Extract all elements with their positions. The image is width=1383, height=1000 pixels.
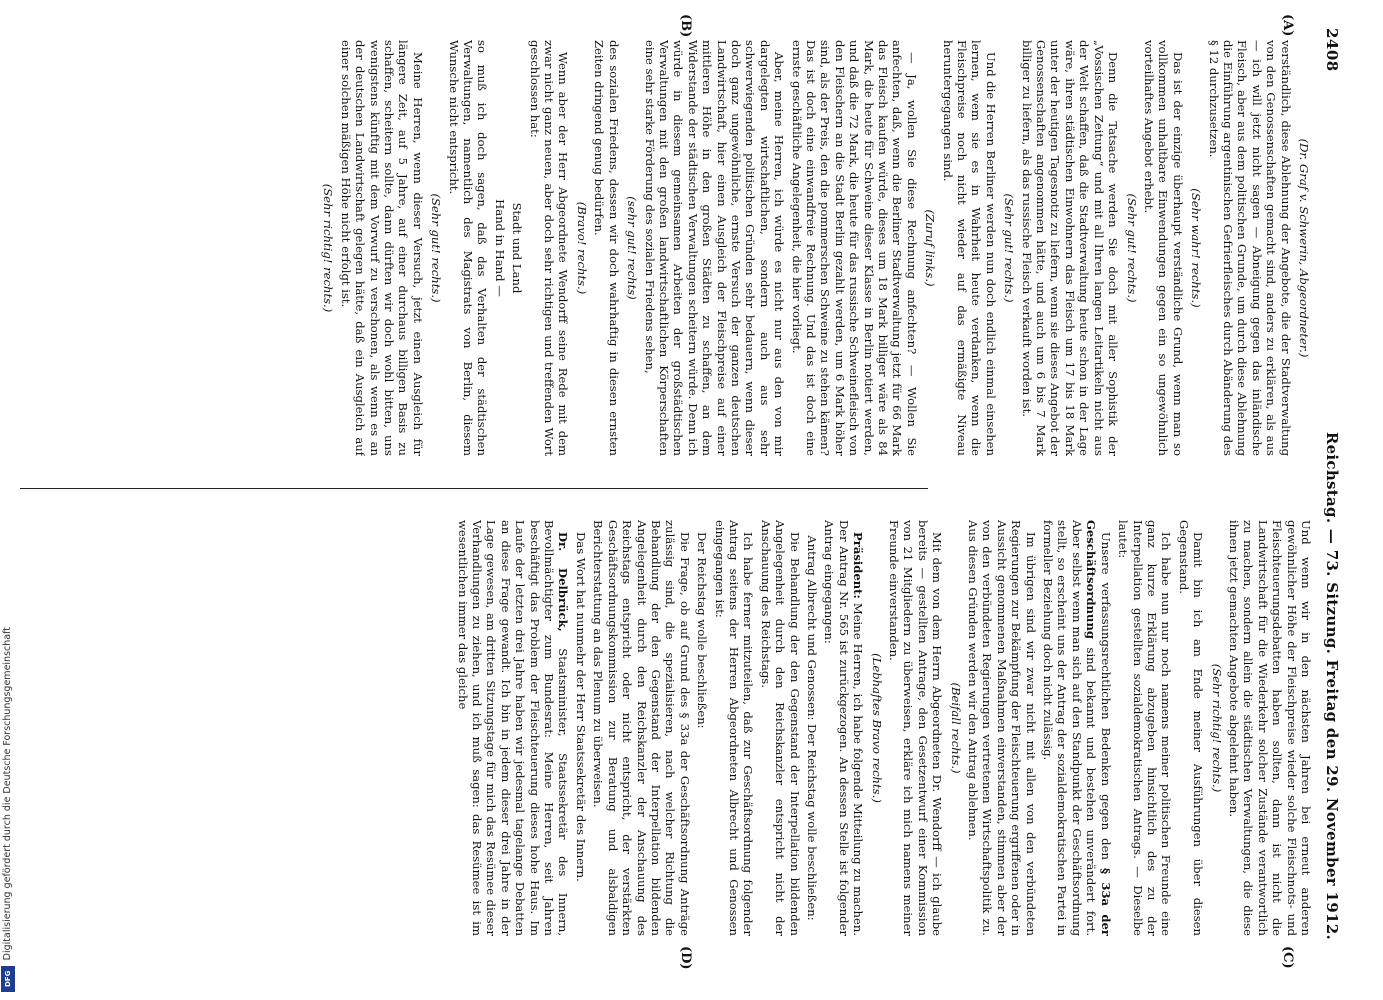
interjection: (Sehr gut! rechts.) [1002, 193, 1017, 303]
bold-lead: Präsident: [851, 532, 866, 599]
interjection: (Zuruf links.) [923, 209, 938, 287]
paragraph: Meine Herren, wenn dieser Versuch, jetzt einen Ausgleich für längere Zeit, auf 5 Jahre, auf einer durchaus billigen Basis zu schaffen, scheitern sollte, dann dürften wir doch wohl bitten, uns wenigstens künftig mit dem Vorwurf zu verschonen, als wenn es an der deutschen Landwirtschaft gelegen hätte, daß ein Ausgleich auf einer solchen mäßigen Höhe nicht erfolgt ist. [338, 40, 425, 456]
margin-mark-b: (B) [678, 14, 693, 38]
sidebar [0, 0, 16, 1000]
paragraph: Aber, meine Herren, ich würde es nicht nur aus den von mir dargelegten wirtschaftlichen, sondern auch aus sehr schwerwiegenden politischen Gründen sehr bedauern, wenn dieser doch ganz ungewöhnliche, ernste Versuch der ganzen deutschen Landwirtschaft, hier einen Ausgleich der Fleischpreise auf einer mittleren Höhe in den großen Städten zu schaffen, an dem Widerstande der städtischen Verwaltungen scheitern würde. Denn ich würde in diesem gemeinsamen Arbeiten der großstädtischen Verwaltungen mit den großen landwirtschaftlichen Körperschaften eine sehr starke Förderung des sozialen Friedens sehen, [642, 40, 787, 456]
interjection: (Sehr wahr! rechts.) [1189, 188, 1204, 308]
paragraph: Damit bin ich am Ende meiner Ausführungen über diesen Gegenstand. [1176, 520, 1206, 936]
interjection: (Sehr gut! rechts.) [429, 193, 444, 303]
paragraph [455, 520, 570, 936]
paragraph-text: Meine Herren, ich habe folgende Mitteilung zu machen. Der Antrag Nr. 565 ist zurückgezogen. An dessen Stelle ist folgender Antrag eingegangen: [822, 520, 866, 936]
page-number: 2408 [1323, 28, 1341, 72]
interjection: (Sehr richtig! rechts.) [1209, 663, 1224, 793]
bold-lead: § 33a der Geschäftsordnung [1084, 520, 1113, 936]
paragraph: Das Wort hat nunmehr der Herr Staatssekretär des Innern. [573, 532, 588, 882]
paragraph-text: Staatsminister, Staatssekretär des Innern, Bevollmächtigter zum Bundesrat: Meine Herren, seit Jahren beschäftigt das Problem der Fleischteuerung dieses hohe Haus. Im Laufe der letzten drei Jahre haben wir jedesmal tagelange Debatten an diese Frage gewandt. Ich bin in jedem dieser drei Jahre in der Lage gewesen, am dritten Sitzungstage für mich das Resümee dieser Verhandlungen zu ziehen, und ich muß sagen: das Resümee ist im wesentlichen immer das gleiche [455, 520, 571, 936]
paragraph: Ich habe nun nur noch namens meiner politischen Freunde eine ganz kurze Erklärung abzugeben hinsichtlich des zu der Interpellation gestellten sozialdemokratischen Antrags. — Dieselbe lautet: [1116, 520, 1174, 936]
margin-mark-d: (D) [678, 946, 693, 970]
paragraph: Denn die Tatsache werden Sie doch mit aller Sophistik der „Vossischen Zeitung“ und mit all Ihren langen Leitartikeln nicht aus der Welt schaffen, daß die Stadtverwaltung heute schon in der Lage wäre, ihren städtischen Einwohnern das Fleisch um 17 bis 18 Mark unter der heutigen Tagesnotiz zu liefern, wenn sie dieses Angebot der Genossenschaften angenommen hätte, und auch um 6 bis 7 Mark billiger zu liefern, als das russische Fleisch verkauft worden ist. [1019, 40, 1121, 456]
paragraph: Mit dem von dem Herrn Abgeordneten Dr. Wendorff — ich glaube bereits — gestellten Antrage, den Gesetzentwurf einer Kommission von 21 Mitgliedern zu überweisen, erkläre ich mich namens meiner Freunde einverstanden. [887, 520, 945, 936]
left-column [20, 40, 1313, 456]
paragraph: Hand in Hand — [492, 199, 507, 297]
paragraph: Das ist der einzige überhaupt verständliche Grund, wenn man so vollkommen unhaltbare Einwendungen gegen ein so ungewöhnlich vorteilhaftes Angebot erhebt. [1141, 40, 1185, 456]
session-title: Reichstag. — 73. Sitzung. Freitag den 29. November 1912. [1323, 431, 1341, 940]
paragraph: Und wenn wir in den nächsten Jahren bei erneut anderen gewöhnlicher Höhe der Fleischpreise wieder solche Fleischnots- und Fleischteuerungsdebatten haben sollten, dann ist nicht die Landwirtschaft für die Wiederkehr solcher Zustände verantwortlich zu machen, sondern allein die städtischen Verwaltungen, die diese ihnen jetzt gemachten Angebote abgelehnt haben. [1226, 520, 1313, 936]
paragraph: Antrag Albrecht und Genossen: Der Reichstag wolle beschließen: [805, 535, 819, 921]
interjection: (Sehr gut! rechts.) [1124, 193, 1139, 303]
digitization-credit: Digitalisierung gefördert durch die Deutsche Forschungsgemeinschaft [2, 626, 13, 960]
paragraph [1041, 520, 1113, 936]
margin-mark-a: (A) [1280, 14, 1295, 37]
paragraph: Ich habe ferner mitzuteilen, daß zur Geschäftsordnung folgender Antrag seitens der Herren Abgeordneten Albrecht und Genossen eingegangen ist: [712, 520, 756, 936]
paragraph: Stadt und Land [510, 202, 525, 294]
paragraph: Wenn aber der Herr Abgeordnete Wendorff seine Rede mit dem zwar nicht ganz neuen, aber doch sehr richtigen und treffenden Wort geschlossen hat: [527, 40, 571, 456]
paragraph: Und die Herren Berliner werden nun doch endlich einmal einsehen lernen, wem sie es in Wahrheit heute verdanken, wenn die Fleischpreise noch nicht wieder auf das ermäßigte Niveau heruntergegangen sind. [940, 40, 998, 456]
paragraph: Die Behandlung der den Gegenstand der Interpellation bildenden Angelegenheit durch den Reichskanzler entspricht nicht der Anschauung des Reichstags. [758, 520, 802, 936]
bold-lead: Dr. Delbrück, [556, 532, 571, 632]
page-header [1323, 28, 1353, 940]
margin-mark-c: (C) [1280, 946, 1295, 969]
paragraph-text: Unsere verfassungsrechtlichen Bedenken gegen den [1098, 532, 1113, 868]
column-divider [20, 488, 928, 489]
paragraph-text: sind bekannt und bestehen unverändert fort. Aber selbst wenn man sich auf den Standpunkt der Geschäftsordnung stellt, so erscheint uns der Antrag der sozialdemokratischen Partei in formeller Beziehung doch nicht zulässig. [1041, 520, 1099, 936]
interjection: (Lebhaftes Bravo rechts.) [869, 653, 884, 803]
interjection: (Sehr richtig! rechts.) [321, 183, 336, 313]
paragraph [822, 520, 865, 936]
interjection: (Beifall rechts.) [948, 682, 963, 774]
interjection: (Bravo! rechts.) [574, 201, 589, 295]
speaker-continuation: (Dr. Graf v. Schwerin, Abgeordneter.) [1297, 138, 1311, 358]
right-column [20, 520, 1313, 936]
paragraph: Der Reichstag wolle beschließen: [695, 532, 710, 729]
paragraph: Die Frage, ob auf Grund des § 33a der Geschäftsordnung Anträge zulässig sind, die spezialisieren, nach welcher Richtung die Behandlung der den Gegenstand der Interpellation bildenden Angelegenheit durch den Reichskanzler der Anschauung des Reichstags entspricht oder nicht entspricht, der verstärkten Geschäftsordnungskommission zur Beratung und alsbaldigen Berichterstattung an das Plenum zu überweisen. [591, 520, 692, 936]
paragraph: Im übrigen sind wir zwar nicht mit allen von den verbündeten Regierungen zur Bekämpfung der Fleischteuerung ergriffenen oder in Aussicht genommenen Maßnahmen einverstanden, stimmen aber der von den verbündeten Regierungen vertretenen Wirtschaftspolitik zu. Aus diesen Gründen werden wir den Antrag ablehnen. [966, 520, 1038, 936]
paragraph: des sozialen Friedens, dessen wir doch wahrhaftig in diesen ernsten Zeiten dringend genug bedürfen. [592, 40, 621, 456]
interjection: (sehr gut! rechts) [625, 196, 640, 300]
paragraph: — Ja, wollen Sie diese Rechnung anfechten? — Wollen Sie anfechten, daß, wenn die Berliner Stadtverwaltung jetzt für 66 Mark das Fleisch kaufen würde, dieses um 18 Mark billiger wäre als 84 Mark, die heute für Schweine dieser Klasse in Berlin notiert werden, und daß die 72 Mark, die heute für das russische Schweinefleisch von den Fleischern an die Stadt Berlin gezahlt werden, um 6 Mark höher sind, als der Preis, den die pommerschen Schweine zu stehen kämen? Das ist doch eine einwandfreie Rechnung. Und das ist doch eine ernste geschäftliche Angelegenheit, die hier vorliegt. [789, 40, 919, 456]
paragraph: verständlich, diese Ablehnung der Angebote, die der Stadtverwaltung von den Genossenschaften gemacht sind, anders zu erklären, als aus — ich will jetzt nicht sagen — Abneigung gegen das inländische Fleisch, aber aus dem politischen Grunde, um durch diese Ablehnung die Einführung argentinischen Gefrierfleisches durch Abänderung des § 12 durchzusetzen. [1206, 40, 1293, 456]
paragraph: so muß ich doch sagen, daß das Verhalten der städtischen Verwaltungen, namentlich des Magistrats von Berlin, diesem Wunsche nicht entspricht. [446, 40, 490, 456]
dfg-logo: DFG [1, 966, 15, 992]
